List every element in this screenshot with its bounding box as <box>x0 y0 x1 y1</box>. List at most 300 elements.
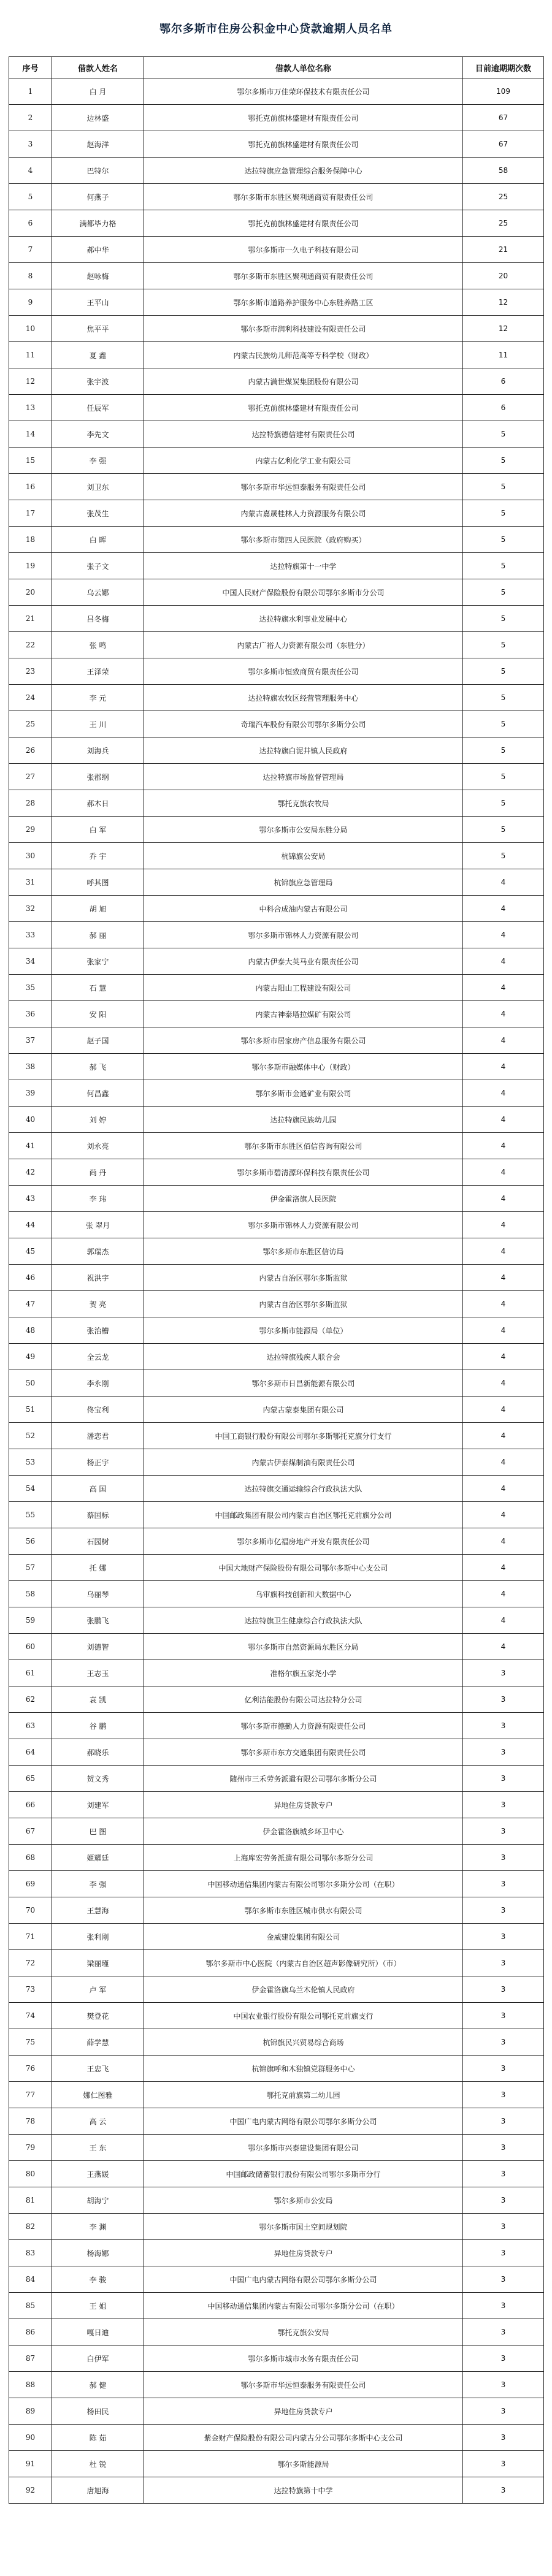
cell-count: 3 <box>463 2161 544 2187</box>
cell-no: 15 <box>9 448 52 474</box>
cell-count: 3 <box>463 1950 544 1976</box>
cell-unit: 异地住房贷款专户 <box>144 2240 463 2266</box>
cell-name: 李 元 <box>52 685 144 711</box>
cell-name: 郝木日 <box>52 790 144 817</box>
cell-no: 17 <box>9 500 52 527</box>
cell-unit: 伊金霍洛旗乌兰木伦镇人民政府 <box>144 1976 463 2003</box>
cell-count: 3 <box>463 1739 544 1766</box>
cell-count: 4 <box>463 1502 544 1528</box>
cell-unit: 鄂尔多斯市德勤人力资源有限责任公司 <box>144 1713 463 1739</box>
table-row <box>9 2187 544 2214</box>
cell-no: 11 <box>9 342 52 368</box>
table-row <box>9 474 544 500</box>
cell-count: 4 <box>463 1291 544 1317</box>
table-row <box>9 78 544 105</box>
cell-unit: 中国大地财产保险股份有限公司鄂尔多斯中心支公司 <box>144 1555 463 1581</box>
cell-unit: 异地住房贷款专户 <box>144 2398 463 2425</box>
cell-name: 赵咏梅 <box>52 263 144 289</box>
cell-no: 24 <box>9 685 52 711</box>
cell-unit: 内蒙古自治区鄂尔多斯监狱 <box>144 1265 463 1291</box>
cell-no: 40 <box>9 1107 52 1133</box>
header-no: 序号 <box>9 57 52 78</box>
cell-name: 张郡纲 <box>52 764 144 790</box>
cell-unit: 达拉特旗交通运输综合行政执法大队 <box>144 1476 463 1502</box>
cell-unit: 中国人民财产保险股份有限公司鄂尔多斯市分公司 <box>144 579 463 606</box>
table-row <box>9 1713 544 1739</box>
table-row <box>9 1317 544 1344</box>
cell-name: 高 国 <box>52 1476 144 1502</box>
cell-name: 贺 亮 <box>52 1291 144 1317</box>
cell-no: 31 <box>9 869 52 896</box>
table-row <box>9 1397 544 1423</box>
cell-name: 李 强 <box>52 448 144 474</box>
table-row <box>9 632 544 658</box>
header-unit: 借款人单位名称 <box>144 57 463 78</box>
cell-name: 姬耀廷 <box>52 1845 144 1871</box>
cell-no: 58 <box>9 1581 52 1607</box>
cell-no: 2 <box>9 105 52 131</box>
cell-unit: 鄂尔多斯市能源局（单位） <box>144 1317 463 1344</box>
cell-no: 67 <box>9 1818 52 1845</box>
cell-count: 3 <box>463 2477 544 2504</box>
cell-no: 86 <box>9 2319 52 2345</box>
table-row <box>9 658 544 685</box>
table-body <box>9 78 544 2504</box>
cell-no: 4 <box>9 158 52 184</box>
cell-name: 唐旭海 <box>52 2477 144 2504</box>
cell-name: 王 东 <box>52 2135 144 2161</box>
cell-unit: 鄂尔多斯市兴泰建设集团有限公司 <box>144 2135 463 2161</box>
cell-name: 白 月 <box>52 78 144 105</box>
cell-unit: 中国移动通信集团内蒙古有限公司鄂尔多斯分公司（在职） <box>144 1871 463 1897</box>
cell-count: 67 <box>463 131 544 158</box>
page-title: 鄂尔多斯市住房公积金中心贷款逾期人员名单 <box>159 23 393 36</box>
cell-unit: 鄂尔多斯市东方交通集团有限责任公司 <box>144 1739 463 1766</box>
cell-name: 袁 凯 <box>52 1686 144 1713</box>
cell-name: 娜仁图雅 <box>52 2082 144 2108</box>
cell-no: 74 <box>9 2003 52 2029</box>
table-header-row <box>9 57 544 78</box>
cell-count: 4 <box>463 1607 544 1634</box>
cell-name: 王 川 <box>52 711 144 737</box>
cell-unit: 达拉特旗卫生健康综合行政执法大队 <box>144 1607 463 1634</box>
table-row <box>9 421 544 448</box>
cell-count: 21 <box>463 237 544 263</box>
cell-unit: 鄂尔多斯市华远恒泰服务有限责任公司 <box>144 2372 463 2398</box>
cell-name: 王燕媛 <box>52 2161 144 2187</box>
table-row <box>9 869 544 896</box>
cell-unit: 亿利洁能股份有限公司达拉特分公司 <box>144 1686 463 1713</box>
table-row <box>9 711 544 737</box>
cell-count: 4 <box>463 1581 544 1607</box>
cell-no: 29 <box>9 817 52 843</box>
table-row <box>9 184 544 210</box>
cell-unit: 鄂托克前旗林盛建材有限责任公司 <box>144 210 463 237</box>
cell-unit: 奇瑞汽车股份有限公司鄂尔多斯分公司 <box>144 711 463 737</box>
cell-unit: 鄂托克前旗林盛建材有限责任公司 <box>144 131 463 158</box>
cell-count: 5 <box>463 632 544 658</box>
cell-name: 乌云娜 <box>52 579 144 606</box>
cell-no: 7 <box>9 237 52 263</box>
table-row <box>9 1449 544 1476</box>
cell-unit: 内蒙古蒙泰集团有限公司 <box>144 1397 463 1423</box>
cell-name: 乌丽琴 <box>52 1581 144 1607</box>
cell-unit: 达拉特旗白泥井镇人民政府 <box>144 737 463 764</box>
cell-unit: 准格尔旗五家尧小学 <box>144 1660 463 1686</box>
cell-no: 49 <box>9 1344 52 1370</box>
cell-name: 张子文 <box>52 553 144 579</box>
cell-unit: 达拉特旗第十中学 <box>144 2477 463 2504</box>
cell-count: 5 <box>463 421 544 448</box>
cell-name: 嘎日迪 <box>52 2319 144 2345</box>
table-row <box>9 289 544 316</box>
cell-count: 5 <box>463 685 544 711</box>
cell-name: 樊登花 <box>52 2003 144 2029</box>
table-row <box>9 1423 544 1449</box>
table-row <box>9 2082 544 2108</box>
cell-count: 4 <box>463 975 544 1001</box>
cell-no: 68 <box>9 1845 52 1871</box>
cell-count: 25 <box>463 184 544 210</box>
cell-unit: 鄂托克前旗林盛建材有限责任公司 <box>144 105 463 131</box>
cell-count: 3 <box>463 2240 544 2266</box>
cell-count: 3 <box>463 1897 544 1924</box>
table-row <box>9 2135 544 2161</box>
cell-unit: 乌审旗科技创新和大数据中心 <box>144 1581 463 1607</box>
cell-unit: 鄂托克旗农牧局 <box>144 790 463 817</box>
cell-unit: 鄂尔多斯市中心医院（内蒙古自治区超声影像研究所）（市） <box>144 1950 463 1976</box>
cell-no: 82 <box>9 2214 52 2240</box>
cell-name: 夏 鑫 <box>52 342 144 368</box>
table-row <box>9 843 544 869</box>
cell-no: 33 <box>9 922 52 948</box>
cell-count: 5 <box>463 448 544 474</box>
cell-name: 王志玉 <box>52 1660 144 1686</box>
cell-unit: 鄂尔多斯市自然资源局东胜区分局 <box>144 1634 463 1660</box>
cell-unit: 鄂尔多斯市金通矿业有限公司 <box>144 1080 463 1107</box>
cell-count: 11 <box>463 342 544 368</box>
cell-unit: 内蒙古伊泰大英马业有限责任公司 <box>144 948 463 975</box>
cell-name: 白 晖 <box>52 527 144 553</box>
table-row <box>9 2161 544 2187</box>
table-row <box>9 975 544 1001</box>
cell-name: 蔡国标 <box>52 1502 144 1528</box>
cell-no: 13 <box>9 395 52 421</box>
cell-no: 92 <box>9 2477 52 2504</box>
cell-name: 安 阳 <box>52 1001 144 1027</box>
cell-unit: 内蒙古亿利化学工业有限公司 <box>144 448 463 474</box>
cell-no: 38 <box>9 1054 52 1080</box>
cell-no: 35 <box>9 975 52 1001</box>
cell-name: 何昌鑫 <box>52 1080 144 1107</box>
cell-unit: 鄂尔多斯市国土空间规划院 <box>144 2214 463 2240</box>
table-row <box>9 2451 544 2477</box>
table-row <box>9 1686 544 1713</box>
cell-name: 焦平平 <box>52 316 144 342</box>
cell-name: 王 姐 <box>52 2293 144 2319</box>
table-row <box>9 1660 544 1686</box>
table-row <box>9 1818 544 1845</box>
cell-count: 4 <box>463 1159 544 1186</box>
cell-count: 12 <box>463 289 544 316</box>
cell-no: 42 <box>9 1159 52 1186</box>
cell-no: 10 <box>9 316 52 342</box>
cell-name: 李 渊 <box>52 2214 144 2240</box>
cell-count: 3 <box>463 2029 544 2056</box>
cell-unit: 鄂尔多斯市东胜区信访局 <box>144 1238 463 1265</box>
table-row <box>9 896 544 922</box>
table-row <box>9 131 544 158</box>
cell-name: 李 骏 <box>52 2266 144 2293</box>
cell-name: 巴 图 <box>52 1818 144 1845</box>
cell-unit: 中国移动通信集团内蒙古有限公司鄂尔多斯分公司（在职） <box>144 2293 463 2319</box>
cell-count: 5 <box>463 790 544 817</box>
cell-unit: 杭锦旗民兴贸易综合商场 <box>144 2029 463 2056</box>
cell-unit: 内蒙古嘉晟桂林人力资源服务有限公司 <box>144 500 463 527</box>
cell-unit: 杭锦旗呼和木独镇党群服务中心 <box>144 2056 463 2082</box>
cell-count: 4 <box>463 1370 544 1397</box>
cell-no: 72 <box>9 1950 52 1976</box>
table-row <box>9 1924 544 1950</box>
cell-count: 4 <box>463 1555 544 1581</box>
cell-no: 8 <box>9 263 52 289</box>
cell-name: 郝中华 <box>52 237 144 263</box>
cell-no: 78 <box>9 2108 52 2135</box>
cell-no: 32 <box>9 896 52 922</box>
cell-no: 81 <box>9 2187 52 2214</box>
table-row <box>9 1792 544 1818</box>
cell-unit: 达拉特旗水利事业发展中心 <box>144 606 463 632</box>
cell-unit: 内蒙古神泰塔拉煤矿有限公司 <box>144 1001 463 1027</box>
cell-no: 22 <box>9 632 52 658</box>
cell-unit: 达拉特旗市场监督管理局 <box>144 764 463 790</box>
cell-no: 47 <box>9 1291 52 1317</box>
cell-count: 3 <box>463 1924 544 1950</box>
cell-count: 4 <box>463 1528 544 1555</box>
table-row <box>9 1634 544 1660</box>
cell-unit: 内蒙古民族幼儿师范高等专科学校（财政） <box>144 342 463 368</box>
cell-name: 郝 健 <box>52 2372 144 2398</box>
cell-count: 3 <box>463 2082 544 2108</box>
cell-unit: 达拉特旗应急管理综合服务保障中心 <box>144 158 463 184</box>
cell-name: 李 强 <box>52 1871 144 1897</box>
cell-unit: 鄂尔多斯市公安局东胜分局 <box>144 817 463 843</box>
cell-name: 张治槽 <box>52 1317 144 1344</box>
cell-name: 王平山 <box>52 289 144 316</box>
cell-name: 王慧海 <box>52 1897 144 1924</box>
table-row <box>9 1212 544 1238</box>
cell-unit: 鄂尔多斯能源局 <box>144 2451 463 2477</box>
table-row <box>9 527 544 553</box>
cell-name: 张利刚 <box>52 1924 144 1950</box>
table-row <box>9 2345 544 2372</box>
cell-unit: 鄂尔多斯市锦林人力资源有限公司 <box>144 1212 463 1238</box>
cell-count: 4 <box>463 1107 544 1133</box>
cell-unit: 鄂尔多斯市东胜区佰信咨询有限公司 <box>144 1133 463 1159</box>
cell-name: 佟宝利 <box>52 1397 144 1423</box>
cell-no: 14 <box>9 421 52 448</box>
cell-count: 109 <box>463 78 544 105</box>
table-row <box>9 2319 544 2345</box>
table-row <box>9 1027 544 1054</box>
cell-no: 39 <box>9 1080 52 1107</box>
table-row <box>9 2029 544 2056</box>
cell-unit: 达拉特旗农牧区经营管理服务中心 <box>144 685 463 711</box>
table-row <box>9 737 544 764</box>
cell-count: 25 <box>463 210 544 237</box>
cell-name: 王泽荣 <box>52 658 144 685</box>
cell-no: 28 <box>9 790 52 817</box>
cell-name: 全云龙 <box>52 1344 144 1370</box>
cell-unit: 内蒙古伊泰煤制油有限责任公司 <box>144 1449 463 1476</box>
cell-no: 34 <box>9 948 52 975</box>
cell-unit: 紫金财产保险股份有限公司内蒙古分公司鄂尔多斯中心支公司 <box>144 2425 463 2451</box>
cell-no: 85 <box>9 2293 52 2319</box>
cell-count: 4 <box>463 1080 544 1107</box>
table-row <box>9 316 544 342</box>
overdue-table <box>9 56 544 2504</box>
cell-no: 91 <box>9 2451 52 2477</box>
cell-unit: 达拉特旗德信建材有限责任公司 <box>144 421 463 448</box>
table-row <box>9 2372 544 2398</box>
cell-no: 25 <box>9 711 52 737</box>
table-row <box>9 1265 544 1291</box>
cell-count: 3 <box>463 2398 544 2425</box>
table-row <box>9 1107 544 1133</box>
cell-count: 4 <box>463 922 544 948</box>
cell-count: 5 <box>463 737 544 764</box>
cell-name: 刘永亮 <box>52 1133 144 1159</box>
cell-count: 3 <box>463 2108 544 2135</box>
cell-name: 高 云 <box>52 2108 144 2135</box>
cell-name: 李先文 <box>52 421 144 448</box>
cell-no: 36 <box>9 1001 52 1027</box>
cell-no: 3 <box>9 131 52 158</box>
cell-count: 4 <box>463 1186 544 1212</box>
cell-no: 52 <box>9 1423 52 1449</box>
cell-unit: 内蒙古广裕人力资源有限公司（东胜分） <box>144 632 463 658</box>
cell-unit: 鄂尔多斯市第四人民医院（政府购买） <box>144 527 463 553</box>
cell-unit: 中国邮政储蓄银行股份有限公司鄂尔多斯市分行 <box>144 2161 463 2187</box>
cell-count: 4 <box>463 1344 544 1370</box>
cell-count: 4 <box>463 1634 544 1660</box>
cell-name: 谷 鹏 <box>52 1713 144 1739</box>
cell-name: 托 娜 <box>52 1555 144 1581</box>
table-row <box>9 1159 544 1186</box>
cell-name: 尚 丹 <box>52 1159 144 1186</box>
cell-count: 3 <box>463 1976 544 2003</box>
cell-name: 杨田民 <box>52 2398 144 2425</box>
cell-count: 4 <box>463 1133 544 1159</box>
cell-no: 12 <box>9 368 52 395</box>
cell-count: 3 <box>463 1792 544 1818</box>
cell-unit: 伊金霍洛旗城乡环卫中心 <box>144 1818 463 1845</box>
cell-count: 4 <box>463 1027 544 1054</box>
table-row <box>9 1739 544 1766</box>
cell-count: 3 <box>463 1766 544 1792</box>
cell-count: 5 <box>463 500 544 527</box>
cell-count: 4 <box>463 1265 544 1291</box>
cell-no: 18 <box>9 527 52 553</box>
table-row <box>9 263 544 289</box>
table-row <box>9 2214 544 2240</box>
cell-unit: 鄂托克前旗林盛建材有限责任公司 <box>144 395 463 421</box>
cell-no: 66 <box>9 1792 52 1818</box>
cell-unit: 上海库宏劳务派遣有限公司鄂尔多斯分公司 <box>144 1845 463 1871</box>
cell-count: 4 <box>463 896 544 922</box>
cell-count: 3 <box>463 2056 544 2082</box>
table-row <box>9 1581 544 1607</box>
cell-count: 20 <box>463 263 544 289</box>
cell-name: 张鹏飞 <box>52 1607 144 1634</box>
cell-name: 薛学慧 <box>52 2029 144 2056</box>
table-row <box>9 2398 544 2425</box>
cell-count: 3 <box>463 2451 544 2477</box>
cell-name: 乔 宇 <box>52 843 144 869</box>
table-row <box>9 1054 544 1080</box>
cell-unit: 异地住房贷款专户 <box>144 1792 463 1818</box>
cell-no: 27 <box>9 764 52 790</box>
cell-no: 37 <box>9 1027 52 1054</box>
cell-name: 杜 锐 <box>52 2451 144 2477</box>
cell-count: 3 <box>463 2425 544 2451</box>
cell-no: 77 <box>9 2082 52 2108</box>
cell-unit: 杭锦旗公安局 <box>144 843 463 869</box>
cell-count: 5 <box>463 606 544 632</box>
cell-unit: 鄂尔多斯市亿福房地产开发有限责任公司 <box>144 1528 463 1555</box>
cell-count: 6 <box>463 368 544 395</box>
cell-name: 郝 飞 <box>52 1054 144 1080</box>
cell-no: 84 <box>9 2266 52 2293</box>
cell-count: 5 <box>463 527 544 553</box>
cell-no: 19 <box>9 553 52 579</box>
cell-count: 3 <box>463 1660 544 1686</box>
cell-name: 李 玮 <box>52 1186 144 1212</box>
cell-count: 3 <box>463 2266 544 2293</box>
cell-count: 3 <box>463 2187 544 2214</box>
cell-count: 3 <box>463 1845 544 1871</box>
cell-no: 51 <box>9 1397 52 1423</box>
cell-count: 5 <box>463 658 544 685</box>
cell-name: 刘 婷 <box>52 1107 144 1133</box>
cell-count: 67 <box>463 105 544 131</box>
cell-count: 58 <box>463 158 544 184</box>
table-row <box>9 1291 544 1317</box>
cell-name: 刘德智 <box>52 1634 144 1660</box>
cell-no: 60 <box>9 1634 52 1660</box>
cell-no: 6 <box>9 210 52 237</box>
table-row <box>9 2108 544 2135</box>
cell-count: 3 <box>463 2135 544 2161</box>
cell-no: 16 <box>9 474 52 500</box>
cell-name: 张茂生 <box>52 500 144 527</box>
cell-count: 3 <box>463 2003 544 2029</box>
cell-count: 6 <box>463 395 544 421</box>
cell-name: 巴特尔 <box>52 158 144 184</box>
cell-unit: 鄂尔多斯市东胜区城市供水有限公司 <box>144 1897 463 1924</box>
cell-count: 5 <box>463 764 544 790</box>
cell-unit: 鄂尔多斯市道路养护服务中心东胜养路工区 <box>144 289 463 316</box>
cell-count: 3 <box>463 1818 544 1845</box>
cell-no: 71 <box>9 1924 52 1950</box>
table-row <box>9 1766 544 1792</box>
table-row <box>9 1133 544 1159</box>
table-row <box>9 2240 544 2266</box>
table-row <box>9 1502 544 1528</box>
cell-no: 79 <box>9 2135 52 2161</box>
cell-count: 3 <box>463 2214 544 2240</box>
table-row <box>9 448 544 474</box>
